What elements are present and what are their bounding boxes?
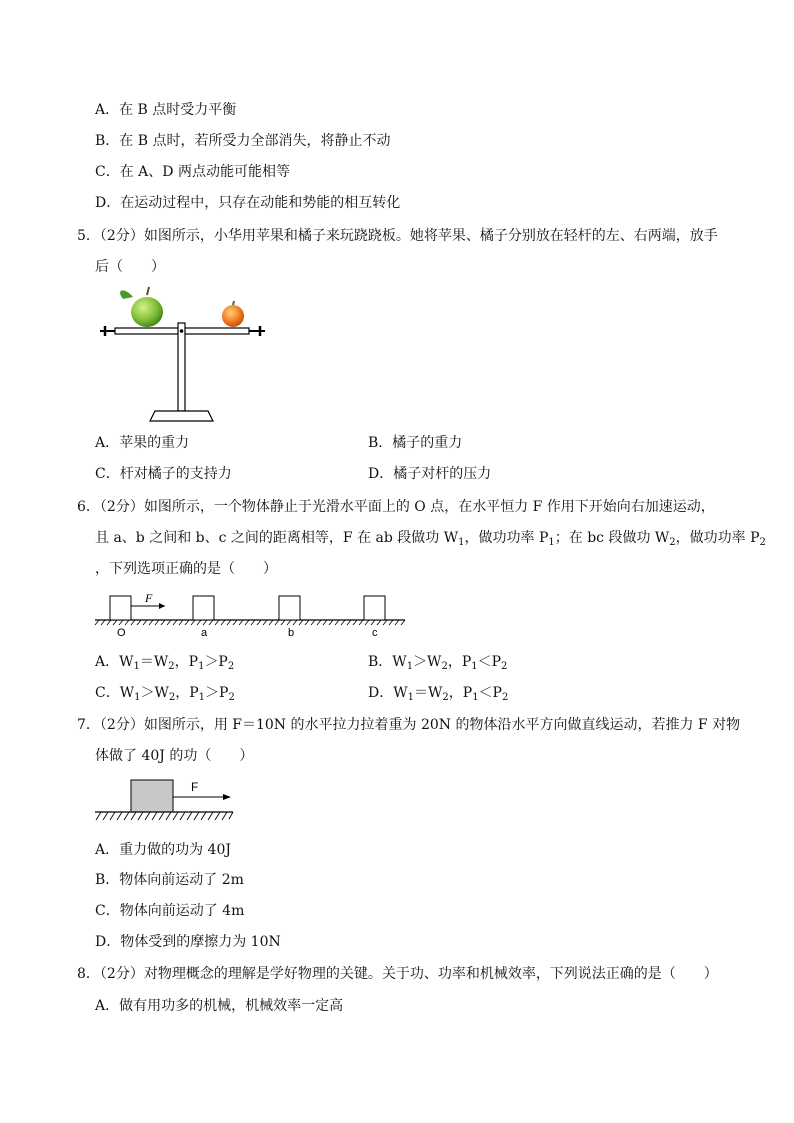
q7-stem-line1: 7．（2分）如图所示，用 F＝10N 的水平拉力拉着重为 20N 的物体沿水平方向做直线运动，若推力 F 对物	[77, 717, 741, 733]
pull-diagram	[95, 776, 237, 826]
q5-option-b: B．橘子的重力	[368, 435, 463, 451]
q7-stem-line2: 体做了 40J 的功（ ）	[95, 748, 254, 764]
pull-force-label: F	[191, 780, 199, 794]
q4-option-d: D．在运动过程中，只存在动能和势能的相互转化	[95, 195, 401, 211]
q4-option-c: C．在 A、D 两点动能可能相等	[95, 164, 290, 180]
block-at-o	[110, 596, 131, 620]
q6-option-d: D．$W_1=W_2$，$P_1<P_2$	[368, 685, 509, 703]
q6-stem-line1: 6．（2分）如图所示，一个物体静止于光滑水平面上的 O 点，在水平恒力 F 作用下开始向右加速运动，	[77, 499, 715, 515]
block-at-c	[364, 596, 385, 620]
q6-stem-line3: ，下列选项正确的是（ ）	[95, 561, 277, 577]
motion-diagram	[95, 590, 407, 640]
point-c-label: c	[372, 627, 378, 639]
q6-stem-line2: 且 a、b 之间和 b、c 之间的距离相等，F 在 ab 段做功 $W_1$，做功功率 $P_1$；在 bc 段做功 $W_2$，做功功率 $P_2$	[95, 530, 766, 548]
point-b-label: b	[288, 627, 295, 639]
q8-stem: 8．（2分）对物理概念的理解是学好物理的关键。关于功、功率和机械效率，下列说法正确的是（ ）	[77, 966, 718, 982]
q8-option-a: A．做有用功多的机械，机械效率一定高	[95, 998, 344, 1014]
q5-option-d: D．橘子对杆的压力	[368, 466, 492, 482]
q6-option-b: B．$W_1>W_2$，$P_1<P_2$	[368, 654, 508, 672]
block-at-b	[279, 596, 300, 620]
q6-option-a: A．$W_1=W_2$，$P_1>P_2$	[95, 654, 235, 672]
seesaw-base	[150, 411, 213, 421]
q4-option-b: B．在 B 点时，若所受力全部消失，将静止不动	[95, 133, 391, 149]
q7-option-b: B．物体向前运动了 2m	[95, 872, 244, 888]
q6-option-c: C．$W_1>W_2$，$P_1>P_2$	[95, 685, 235, 703]
force-label: F	[145, 591, 153, 605]
seesaw-post	[178, 323, 185, 411]
q4-option-a: A．在 B 点时受力平衡	[95, 102, 237, 118]
block-at-a	[193, 596, 214, 620]
point-a-label: a	[201, 627, 208, 639]
q7-option-c: C．物体向前运动了 4m	[95, 903, 245, 919]
q5-stem-line2: 后（ ）	[95, 259, 165, 275]
q5-option-a: A．苹果的重力	[95, 435, 190, 451]
orange-image	[222, 301, 244, 327]
q5-option-c: C．杆对橘子的支持力	[95, 466, 232, 482]
q7-option-a: A．重力做的功为 40J	[95, 842, 231, 858]
q7-option-d: D．物体受到的摩擦力为 10N	[95, 934, 281, 950]
gray-block	[131, 780, 173, 812]
point-o-label: O	[117, 627, 126, 639]
apple-image	[120, 287, 163, 327]
seesaw-figure	[95, 285, 275, 425]
q5-stem-line1: 5．（2分）如图所示，小华用苹果和橘子来玩跷跷板。她将苹果、橘子分别放在轻杆的左、右两端，放手	[77, 228, 718, 244]
